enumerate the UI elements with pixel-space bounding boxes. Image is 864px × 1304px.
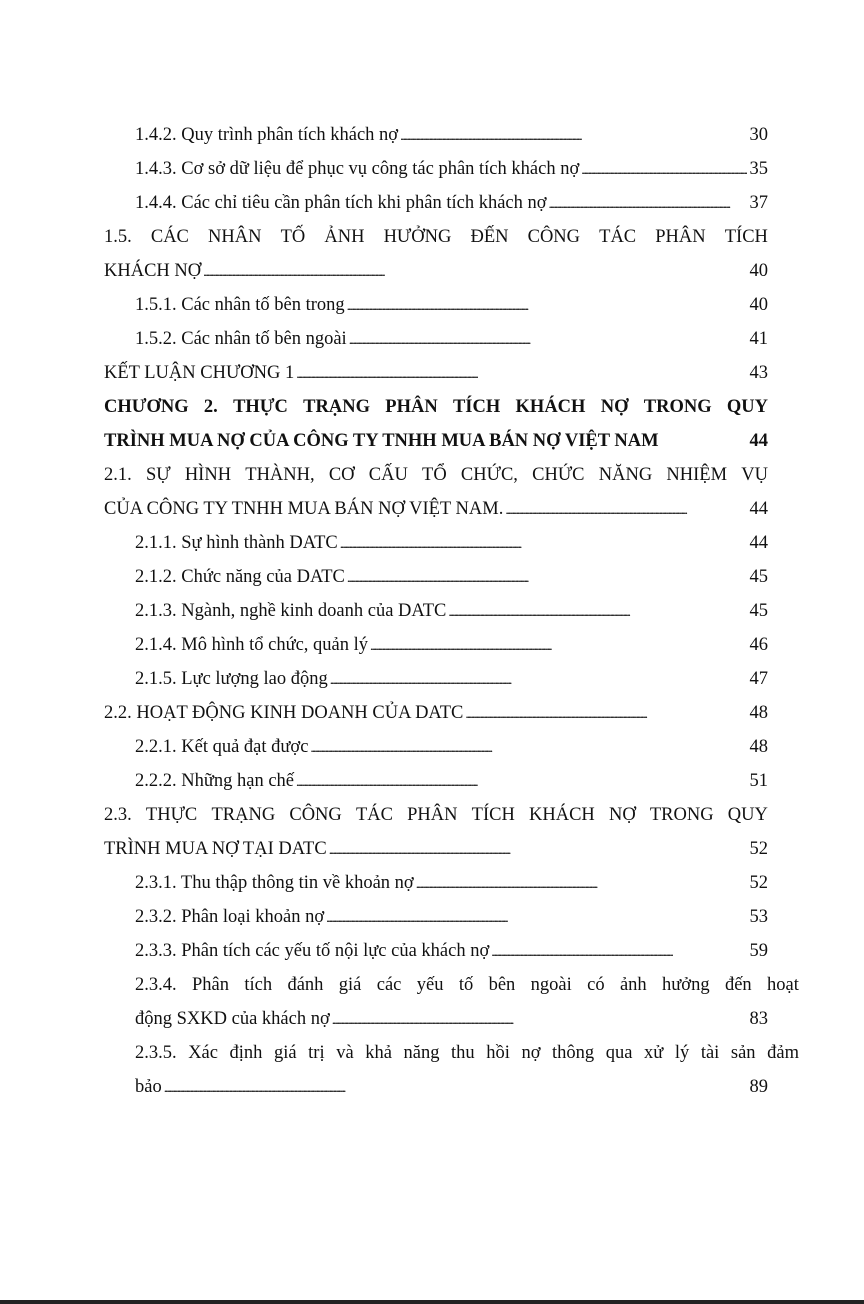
toc-page-number: 53 [749,907,768,927]
toc-page-number: 48 [749,703,768,723]
toc-entry[interactable] [104,628,768,662]
toc-entry[interactable] [104,424,768,458]
toc-page-number: 45 [749,567,768,587]
toc-leader-dots [400,118,746,153]
toc-entry[interactable] [104,254,768,288]
toc-page-number: 44 [749,499,768,519]
toc-leader-dots [330,662,747,697]
toc-entry-title: 2.1.2. Chức năng của DATC [135,567,345,587]
toc-entry-title: 2.3.3. Phân tích các yếu tố nội lực của khách nợ [135,941,490,961]
toc-entry[interactable] [104,900,768,934]
toc-entry[interactable] [104,968,799,1002]
toc-leader-dots [347,288,747,323]
toc-page-number: 45 [749,601,768,621]
toc-entry[interactable] [104,730,768,764]
toc-entry-title: 2.2.2. Những hạn chế [135,771,295,791]
toc-page-number: 41 [749,329,768,349]
toc-entry[interactable] [104,594,768,628]
toc-page-number: 89 [749,1077,768,1097]
toc-page-number: 83 [749,1009,768,1029]
toc-entry[interactable] [104,492,768,526]
toc-entry[interactable] [104,152,768,186]
toc-entry-title: 1.4.3. Cơ sở dữ liệu để phục vụ công tác phân tích khách nợ [135,159,580,179]
toc-page-number: 37 [749,193,768,213]
toc-leader-dots [491,934,746,969]
toc-entry-title: TRÌNH MUA NỢ TẠI DATC [104,839,327,859]
toc-entry-title: 2.3. THỰC TRẠNG CÔNG TÁC PHÂN TÍCH KHÁCH NỢ TRONG QUY [104,805,768,825]
toc-entry[interactable] [104,1036,799,1070]
toc-leader-dots [164,1070,747,1105]
toc-leader-dots [549,186,747,221]
toc-entry-title: 2.1.3. Ngành, nghề kinh doanh của DATC [135,601,447,621]
toc-entry[interactable] [104,832,768,866]
toc-entry[interactable] [104,934,768,968]
toc-leader-dots [347,560,747,595]
toc-leader-dots [581,152,746,187]
toc-leader-dots [465,696,746,731]
toc-entry-title: CHƯƠNG 2. THỰC TRẠNG PHÂN TÍCH KHÁCH NỢ TRONG QUY [104,397,768,417]
toc-entry-title: 2.3.4. Phân tích đánh giá các yếu tố bên ngoài có ảnh hưởng đến hoạt [135,975,799,995]
toc-entry[interactable] [104,662,768,696]
toc-entry-title: 2.2.1. Kết quả đạt được [135,737,309,757]
toc-entry[interactable] [104,1070,768,1104]
toc-page-number: 52 [749,873,768,893]
toc-leader-dots [340,526,747,561]
toc-entry-title: bảo [135,1077,162,1097]
toc-leader-dots [349,322,747,357]
toc-entry[interactable] [104,1002,768,1036]
toc-entry[interactable] [104,526,768,560]
toc-entry-title: 1.4.2. Quy trình phân tích khách nợ [135,125,399,145]
toc-entry-title: 2.3.5. Xác định giá trị và khả năng thu hồi nợ thông qua xử lý tài sản đảm [135,1043,799,1063]
toc-entry[interactable] [104,798,768,832]
toc-entry[interactable] [104,764,768,798]
toc-page-number: 30 [749,125,768,145]
toc-entry-title: động SXKD của khách nợ [135,1009,330,1029]
toc-entry-title: 2.3.1. Thu thập thông tin về khoản nợ [135,873,414,893]
toc-page-number: 59 [749,941,768,961]
table-of-contents [104,118,799,1104]
toc-leader-dots [332,1002,747,1037]
toc-page-number: 44 [749,533,768,553]
toc-entry-title: KẾT LUẬN CHƯƠNG 1 [104,363,295,383]
toc-entry-title: 2.1.1. Sự hình thành DATC [135,533,338,553]
toc-entry-title: 1.4.4. Các chỉ tiêu cần phân tích khi phân tích khách nợ [135,193,547,213]
toc-leader-dots [203,254,746,289]
toc-page-number: 40 [749,295,768,315]
toc-leader-dots [310,730,746,765]
toc-leader-dots [448,594,746,629]
toc-entry[interactable] [104,390,768,424]
page-bottom-border [0,1300,864,1304]
toc-entry[interactable] [104,866,768,900]
toc-entry-title: CỦA CÔNG TY TNHH MUA BÁN NỢ VIỆT NAM. [104,499,504,519]
toc-page-number: 43 [749,363,768,383]
toc-entry[interactable] [104,186,768,220]
toc-entry-title: 1.5.1. Các nhân tố bên trong [135,295,345,315]
toc-entry-title: 2.1.5. Lực lượng lao động [135,669,328,689]
toc-page-number: 48 [749,737,768,757]
toc-leader-dots [416,866,747,901]
toc-entry-title: 2.3.2. Phân loại khoản nợ [135,907,325,927]
toc-entry-title: 1.5.2. Các nhân tố bên ngoài [135,329,347,349]
toc-page-number: 47 [749,669,768,689]
toc-page-number: 46 [749,635,768,655]
toc-entry[interactable] [104,288,768,322]
toc-page-number: 44 [749,431,768,451]
toc-leader-dots [296,356,746,391]
toc-entry[interactable] [104,560,768,594]
toc-entry-title: 2.1. SỰ HÌNH THÀNH, CƠ CẤU TỔ CHỨC, CHỨC NĂNG NHIỆM VỤ [104,465,768,485]
toc-leader-dots [370,628,746,663]
toc-entry[interactable] [104,458,768,492]
toc-entry-title: 1.5. CÁC NHÂN TỐ ẢNH HƯỞNG ĐẾN CÔNG TÁC PHÂN TÍCH [104,227,768,247]
toc-page-number: 51 [749,771,768,791]
toc-page-number: 35 [749,159,768,179]
toc-entry-title: 2.2. HOẠT ĐỘNG KINH DOANH CỦA DATC [104,703,464,723]
toc-leader-dots [326,900,746,935]
toc-entry[interactable] [104,322,768,356]
toc-page-number: 40 [749,261,768,281]
toc-entry-title: TRÌNH MUA NỢ CỦA CÔNG TY TNHH MUA BÁN NỢ VIỆT NAM [104,431,659,451]
toc-entry-title: KHÁCH NỢ [104,261,202,281]
toc-entry[interactable] [104,220,768,254]
toc-leader-dots [329,832,747,867]
toc-page-number: 52 [749,839,768,859]
toc-entry-title: 2.1.4. Mô hình tổ chức, quản lý [135,635,369,655]
toc-entry[interactable] [104,356,768,390]
toc-leader-dots [296,764,746,799]
toc-entry[interactable] [104,118,768,152]
toc-leader-dots [505,492,746,527]
toc-entry[interactable] [104,696,768,730]
